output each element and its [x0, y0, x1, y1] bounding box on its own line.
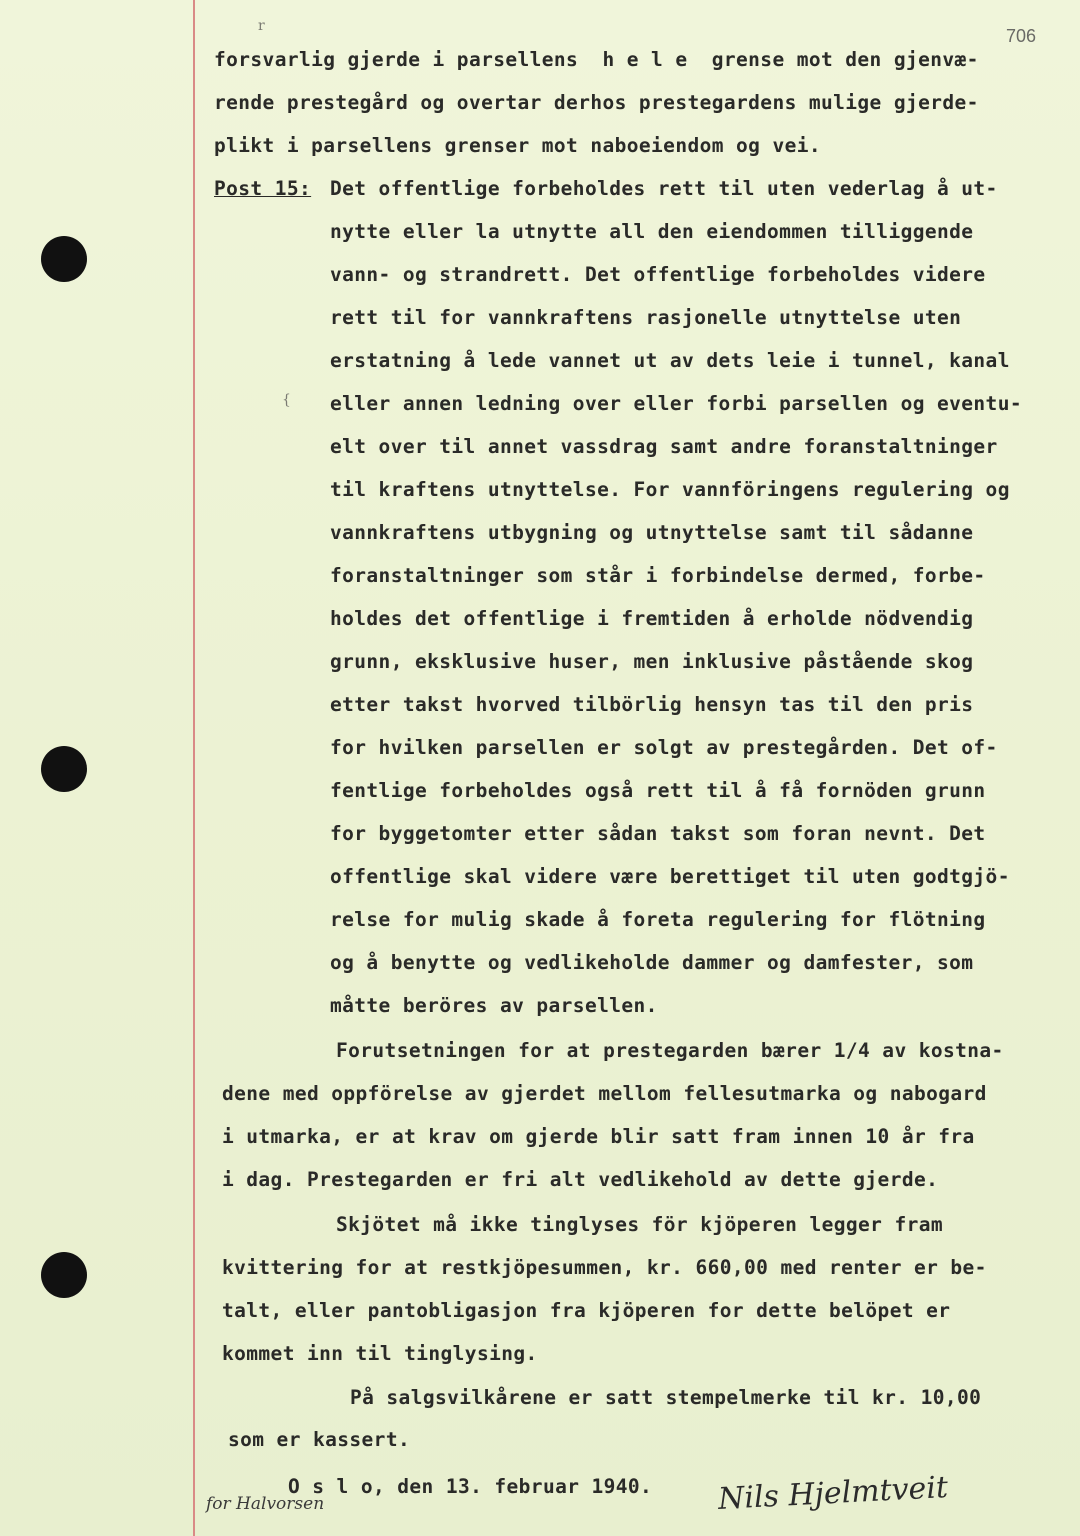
text-line-1: forsvarlig gjerde i parsellens h e l e grense mot den gjenvæ- — [214, 48, 979, 71]
stray-mark: r — [258, 18, 265, 34]
text-line-11: til kraftens utnyttelse. For vannföringens regulering og — [330, 478, 1010, 501]
text-line-21: relse for mulig skade å foreta regulering for flötning — [330, 908, 986, 931]
text-line-24: Forutsetningen for at prestegarden bærer 1/4 av kostna- — [336, 1039, 1004, 1062]
punch-hole-middle — [41, 746, 87, 792]
text-line-33: som er kassert. — [228, 1428, 411, 1451]
post-15-label: Post 15: — [214, 177, 312, 200]
margin-rule — [193, 0, 195, 1536]
text-line-6: vann- og strandrett. Det offentlige forbeholdes videre — [330, 263, 986, 286]
text-line-9: eller annen ledning over eller forbi parsellen og eventu- — [330, 392, 1022, 415]
text-line-16: etter takst hvorved tilbörlig hensyn tas til den pris — [330, 693, 974, 716]
text-line-32: På salgsvilkårene er satt stempelmerke til kr. 10,00 — [350, 1386, 982, 1409]
handwritten-annotation: for Halvorsen — [206, 1494, 325, 1514]
text-line-10: elt over til annet vassdrag samt andre foranstaltninger — [330, 435, 998, 458]
text-line-18: fentlige forbeholdes også rett til å få fornöden grunn — [330, 779, 986, 802]
text-line-25: dene med oppförelse av gjerdet mellom fellesutmarka og nabogard — [222, 1082, 987, 1105]
date-line: O s l o, den 13. februar 1940. — [288, 1475, 653, 1498]
text-line-17: for hvilken parsellen er solgt av prestegården. Det of- — [330, 736, 998, 759]
text-line-26: i utmarka, er at krav om gjerde blir satt fram innen 10 år fra — [222, 1125, 975, 1148]
text-line-27: i dag. Prestegarden er fri alt vedlikehold av dette gjerde. — [222, 1168, 939, 1191]
text-line-3: plikt i parsellens grenser mot naboeiendom og vei. — [214, 134, 821, 157]
text-line-19: for byggetomter etter sådan takst som foran nevnt. Det — [330, 822, 986, 845]
text-line-30: talt, eller pantobligasjon fra kjöperen for dette belöpet er — [222, 1299, 951, 1322]
text-line-14: holdes det offentlige i fremtiden å erholde nödvendig — [330, 607, 974, 630]
text-line-29: kvittering for at restkjöpesummen, kr. 660,00 med renter er be- — [222, 1256, 987, 1279]
punch-hole-top — [41, 236, 87, 282]
text-line-23: måtte beröres av parsellen. — [330, 994, 658, 1017]
text-line-12: vannkraftens utbygning og utnyttelse samt til sådanne — [330, 521, 974, 544]
text-line-22: og å benytte og vedlikeholde dammer og damfester, som — [330, 951, 974, 974]
handwritten-signature: Nils Hjelmtveit — [717, 1470, 949, 1517]
text-line-5: nytte eller la utnytte all den eiendommen tilliggende — [330, 220, 974, 243]
punch-hole-bottom — [41, 1252, 87, 1298]
text-line-4: Det offentlige forbeholdes rett til uten vederlag å ut- — [330, 177, 998, 200]
stray-mark: { — [282, 392, 291, 408]
text-line-13: foranstaltninger som står i forbindelse dermed, forbe- — [330, 564, 986, 587]
text-line-20: offentlige skal videre være berettiget til uten godtgjö- — [330, 865, 1010, 888]
text-line-7: rett til for vannkraftens rasjonelle utnyttelse uten — [330, 306, 962, 329]
text-line-15: grunn, eksklusive huser, men inklusive påstående skog — [330, 650, 974, 673]
text-line-31: kommet inn til tinglysing. — [222, 1342, 538, 1365]
text-line-2: rende prestegård og overtar derhos prestegardens mulige gjerde- — [214, 91, 979, 114]
text-line-8: erstatning å lede vannet ut av dets leie i tunnel, kanal — [330, 349, 1010, 372]
text-line-28: Skjötet må ikke tinglyses för kjöperen legger fram — [336, 1213, 943, 1236]
page-number: 706 — [1006, 26, 1037, 46]
